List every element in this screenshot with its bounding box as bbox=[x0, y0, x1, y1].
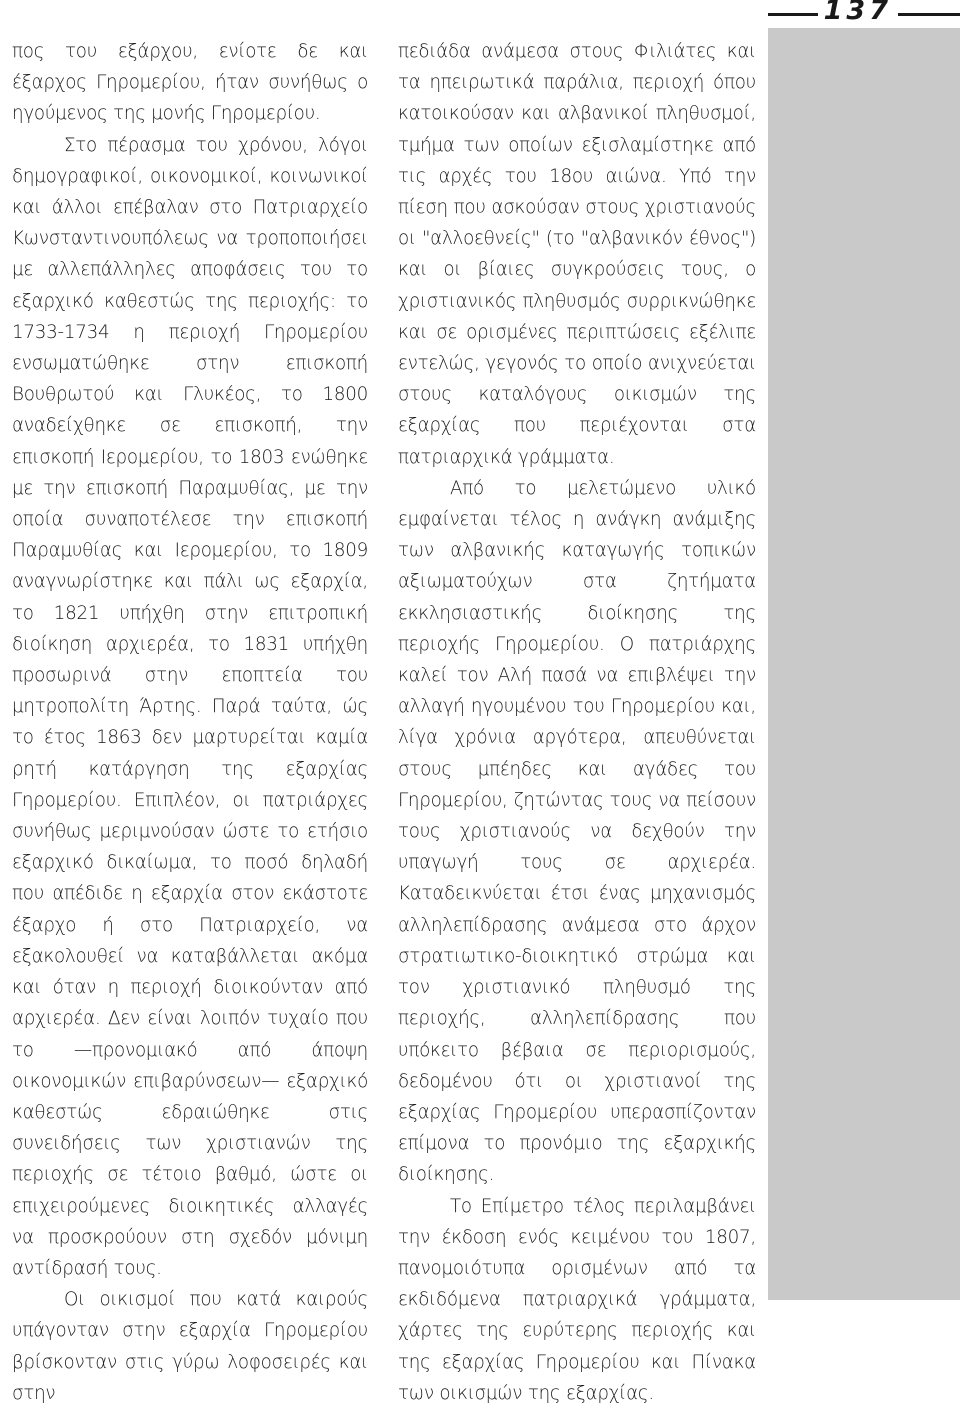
paragraph: Από το μελετώμενο υλικό εμφαίνεται τέλος η ανάγκη ανάμιξης των αλβανικής καταγωγής τοπικών αξιωματούχων στα ζητήματα εκκλησιαστικής διοίκησης της περιοχής Γηρομερίου. Ο πατριάρχης καλεί τον Αλή πασά να επιβλέψει την αλλαγή ηγουμένου του Γηρομερίου και, λίγα χρόνια αργότερα, απευθύνεται στους μπέηδες και αγάδες του Γηρομερίου, ζητώντας τους να πείσουν τους χριστιανούς να δεχθούν την υπαγωγή τους σε αρχιερέα. Καταδεικνύεται έτσι ένας μηχανισμός αλληλεπίδρασης ανάμεσα στο άρχον στρατιωτικο-διοικητικό στρώμα και τον χριστιανικό πληθυσμό της περιοχής, αλληλεπίδρασης που υπόκειτο βέβαια σε περιορισμούς, δεδομένου ότι οι χριστιανοί της εξαρχίας Γηρομερίου υπερασπίζονταν επίμονα το προνόμιο της εξαρχικής διοίκησης. bbox=[398, 477, 756, 1186]
paragraph: Οι οικισμοί που κατά καιρούς υπάγονταν στην εξαρχία Γηρομερίου βρίσκονταν στις γύρω λοφοσειρές και στην bbox=[12, 1289, 368, 1404]
grey-margin-strip bbox=[768, 28, 960, 1300]
left-text-column bbox=[12, 36, 368, 1409]
right-text-column bbox=[398, 36, 756, 1409]
paragraph: πεδιάδα ανάμεσα στους Φιλιάτες και τα ηπειρωτικά παράλια, περιοχή όπου κατοικούσαν και αλβανικοί πληθυσμοί, τμήμα των οποίων εξισλαμίστηκε από τις αρχές του 18ου αιώνα. Υπό την πίεση που ασκούσαν στους χριστιανούς οι "αλλοεθνείς" (το "αλβανικόν έθνος") και οι βίαιες συγκρούσεις τους, ο χριστιανικός πληθυσμός συρρικνώθηκε και σε ορισμένες περιπτώσεις εξέλιπε εντελώς, γεγονός το οποίο ανιχνεύεται στους καταλόγους οικισμών της εξαρχίας που περιέχονται στα πατριαρχικά γράμματα. bbox=[398, 41, 756, 468]
page-number: 137 bbox=[818, 0, 898, 26]
paragraph: Στο πέρασμα του χρόνου, λόγοι δημογραφικοί, οικονομικοί, κοινωνικοί και άλλοι επέβαλαν στο Πατριαρχείο Κωνσταντινουπόλεως να τροποποιήσει με αλλεπάλληλες αποφάσεις του το εξαρχικό καθεστώς της περιοχής: το 1733-1734 η περιοχή Γηρομερίου ενσωματώθηκε στην επισκοπή Βουθρωτού και Γλυκέος, το 1800 αναδείχθηκε σε επισκοπή, την επισκοπή Ιερομερίου, το 1803 ενώθηκε με την επισκοπή Παραμυθίας, με την οποία συναποτέλεσε την επισκοπή Παραμυθίας και Ιερομερίου, το 1809 αναγνωρίστηκε και πάλι ως εξαρχία, το 1821 υπήχθη στην επιτροπική διοίκηση αρχιερέα, το 1831 υπήχθη προσωρινά στην εποπτεία του μητροπολίτη Άρτης. Παρά ταύτα, ώς το έτος 1863 δεν μαρτυρείται καμία ρητή κατάργηση της εξαρχίας Γηρομερίου. Επιπλέον, οι πατριάρχες συνήθως μεριμνούσαν ώστε το ετήσιο εξαρχικό δικαίωμα, το ποσό δηλαδή που απέδιδε η εξαρχία στον εκάστοτε έξαρχο ή στο Πατριαρχείο, να εξακολουθεί να καταβάλλεται ακόμα και όταν η περιοχή διοικούνταν από αρχιερέα. Δεν είναι λοιπόν τυχαίο που το —προνομιακό από άποψη οικονομικών επιβαρύνσεων— εξαρχικό καθεστώς εδραιώθηκε στις συνειδήσεις των χριστιανών της περιοχής σε τέτοιο βαθμό, ώστε οι επιχειρούμενες διοικητικές αλλαγές να προσκρούουν στη σχεδόν μόνιμη αντίδρασή τους. bbox=[12, 134, 368, 1279]
page-header bbox=[768, 0, 960, 28]
paragraph: Το Επίμετρο τέλος περιλαμβάνει την έκδοση ενός κειμένου του 1807, πανομοιότυπα ορισμένων από τα εκδιδόμενα πατριαρχικά γράμματα, χάρτες της ευρύτερης περιοχής και της εξαρχίας Γηρομερίου και Πίνακα των οικισμών της εξαρχίας. bbox=[398, 1195, 756, 1404]
paragraph: πος του εξάρχου, ενίοτε δε και έξαρχος Γηρομερίου, ήταν συνήθως ο ηγούμενος της μονής Γηρομερίου. bbox=[12, 41, 368, 125]
